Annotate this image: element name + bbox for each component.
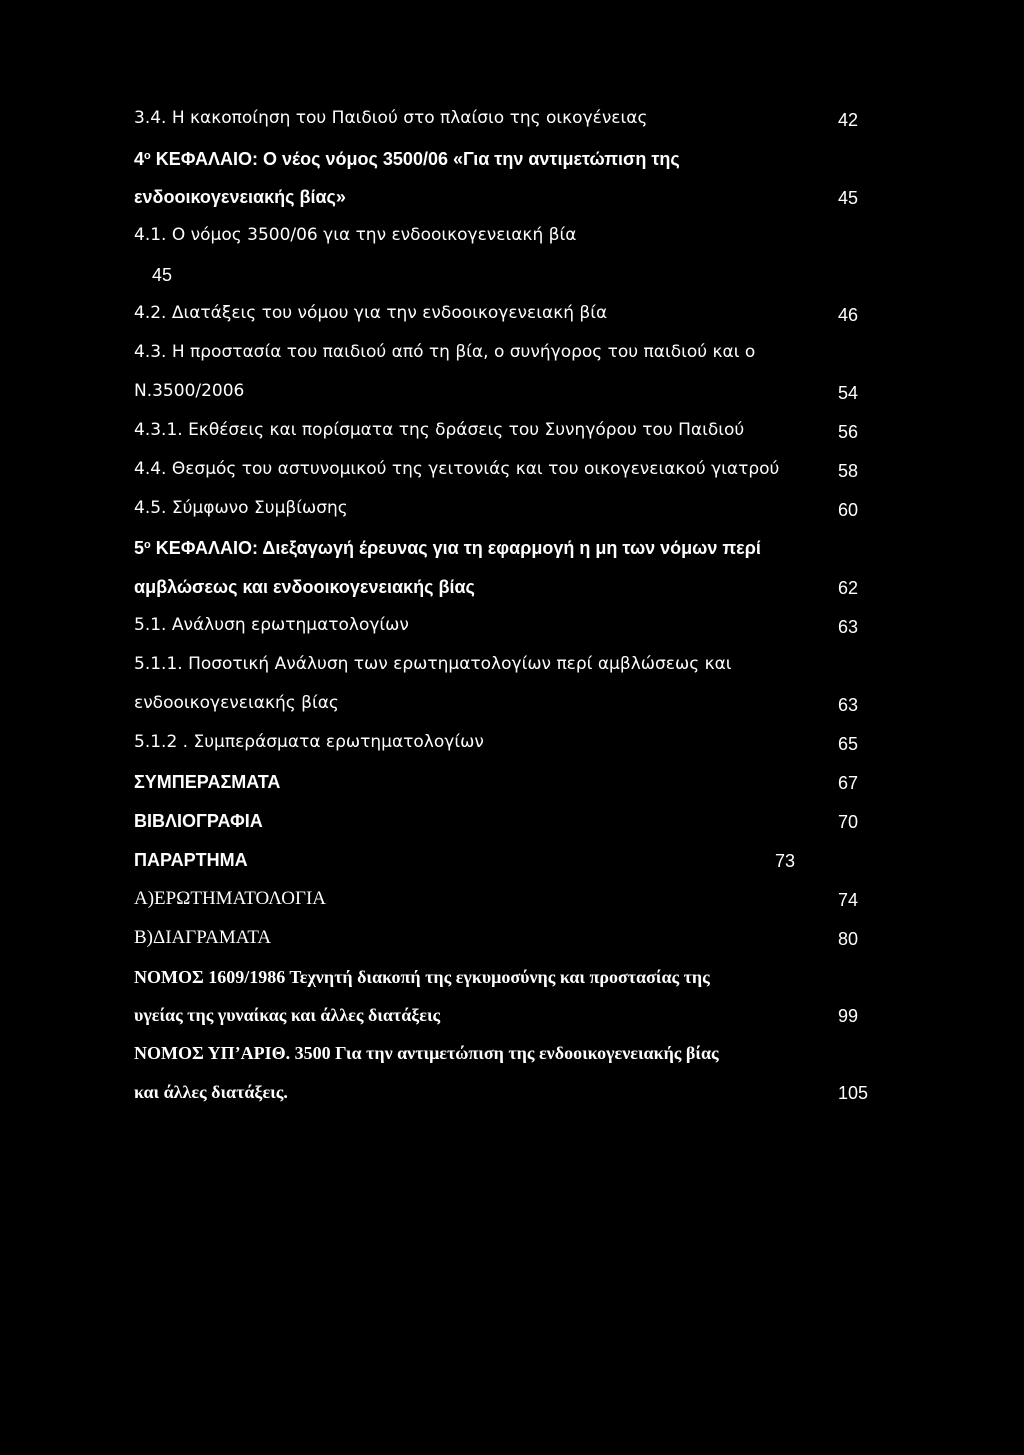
toc-entry-continuation: ενδοοικογενειακής βίας bbox=[134, 693, 339, 713]
chapter-number: 5 bbox=[134, 538, 145, 558]
toc-chapter-5 bbox=[134, 539, 761, 557]
toc-entry-text: 3.4. Η κακοποίηση του Παιδιού στο πλαίσιο της οικογένειας bbox=[134, 108, 648, 128]
toc-page-number: 42 bbox=[838, 110, 859, 130]
toc-page-number: 73 bbox=[775, 851, 796, 871]
toc-page-number: 54 bbox=[838, 383, 859, 403]
toc-entry-4-2: 4.2. Διατάξεις του νόμου για την ενδοοικογενειακή βία bbox=[134, 303, 608, 323]
toc-bibliography: ΒΙΒΛΙΟΓΡΑΦΙΑ bbox=[134, 811, 263, 831]
ordinal-mark: ο bbox=[144, 539, 151, 551]
toc-page-number: 70 bbox=[838, 812, 859, 832]
toc-entry-4-4: 4.4. Θεσμός του αστυνομικού της γειτονιάς και του οικογενειακού γιατρού bbox=[134, 459, 780, 479]
toc-diagrams: Β)ΔΙΑΓΡΑΜΑΤΑ bbox=[134, 927, 272, 948]
toc-page-number: 99 bbox=[838, 1006, 859, 1026]
toc-entry-text: ΚΕΦΑΛΑΙΟ: Ο νέος νόμος 3500/06 «Για την αντιμετώπιση της bbox=[150, 149, 680, 169]
toc-chapter-4 bbox=[134, 150, 680, 168]
toc-questionnaires: Α)ΕΡΩΤΗΜΑΤΟΛΟΓΙΑ bbox=[134, 888, 327, 909]
toc-entry-5-1: 5.1. Ανάλυση ερωτηματολογίων bbox=[134, 615, 409, 635]
toc-entry-4-3-1: 4.3.1. Εκθέσεις και πορίσματα της δράσεις του Συνηγόρου του Παιδιού bbox=[134, 420, 745, 440]
toc-entry-3-4 bbox=[134, 110, 647, 127]
toc-law-1609: ΝΟΜΟΣ 1609/1986 Τεχνητή διακοπή της εγκυμοσύνης και προστασίας της bbox=[134, 967, 710, 987]
toc-entry-continuation: και άλλες διατάξεις. bbox=[134, 1082, 288, 1102]
ordinal-mark: ο bbox=[144, 150, 151, 162]
toc-entry-continuation: ενδοοικογενειακής βίας» bbox=[134, 187, 346, 207]
toc-entry-4-1: 4.1. Ο νόμος 3500/06 για την ενδοοικογενειακή βία bbox=[134, 225, 577, 245]
chapter-number: 4 bbox=[134, 149, 145, 169]
toc-page-number: 80 bbox=[838, 929, 859, 949]
toc-entry-4-5: 4.5. Σύμφωνο Συμβίωσης bbox=[134, 498, 348, 518]
toc-entry-5-1-1: 5.1.1. Ποσοτική Ανάλυση των ερωτηματολογίων περί αμβλώσεως και bbox=[134, 654, 732, 674]
toc-page-number: 62 bbox=[838, 578, 859, 598]
toc-page-number: 105 bbox=[838, 1083, 869, 1103]
toc-conclusions: ΣΥΜΠΕΡΑΣΜΑΤΑ bbox=[134, 772, 281, 792]
toc-appendix: ΠΑΡΑΡΤΗΜΑ bbox=[134, 850, 248, 870]
toc-page-number: 46 bbox=[838, 305, 859, 325]
toc-entry-continuation: αμβλώσεως και ενδοοικογενειακής βίας bbox=[134, 577, 475, 597]
toc-page-number: 56 bbox=[838, 422, 859, 442]
toc-page-number: 45 bbox=[838, 188, 859, 208]
toc-page-number: 58 bbox=[838, 461, 859, 481]
toc-page-number: 45 bbox=[152, 265, 173, 285]
toc-entry-4-3: 4.3. Η προστασία του παιδιού από τη βία, ο συνήγορος του παιδιού και ο bbox=[134, 342, 756, 362]
toc-entry-5-1-2: 5.1.2 . Συμπεράσματα ερωτηματολογίων bbox=[134, 732, 484, 752]
toc-page-number: 65 bbox=[838, 734, 859, 754]
toc-page-number: 63 bbox=[838, 617, 859, 637]
toc-page-number: 60 bbox=[838, 500, 859, 520]
toc-entry-text: ΚΕΦΑΛΑΙΟ: Διεξαγωγή έρευνας για τη εφαρμογή η μη των νόμων περί bbox=[150, 538, 761, 558]
toc-entry-continuation: υγείας της γυναίκας και άλλες διατάξεις bbox=[134, 1005, 441, 1025]
toc-law-3500: ΝΟΜΟΣ ΥΠ’ΑΡΙΘ. 3500 Για την αντιμετώπιση της ενδοοικογενειακής βίας bbox=[134, 1043, 719, 1063]
toc-page-number: 63 bbox=[838, 695, 859, 715]
toc-page-number: 67 bbox=[838, 773, 859, 793]
toc-entry-continuation: Ν.3500/2006 bbox=[134, 381, 245, 401]
toc-page-number: 74 bbox=[838, 890, 859, 910]
